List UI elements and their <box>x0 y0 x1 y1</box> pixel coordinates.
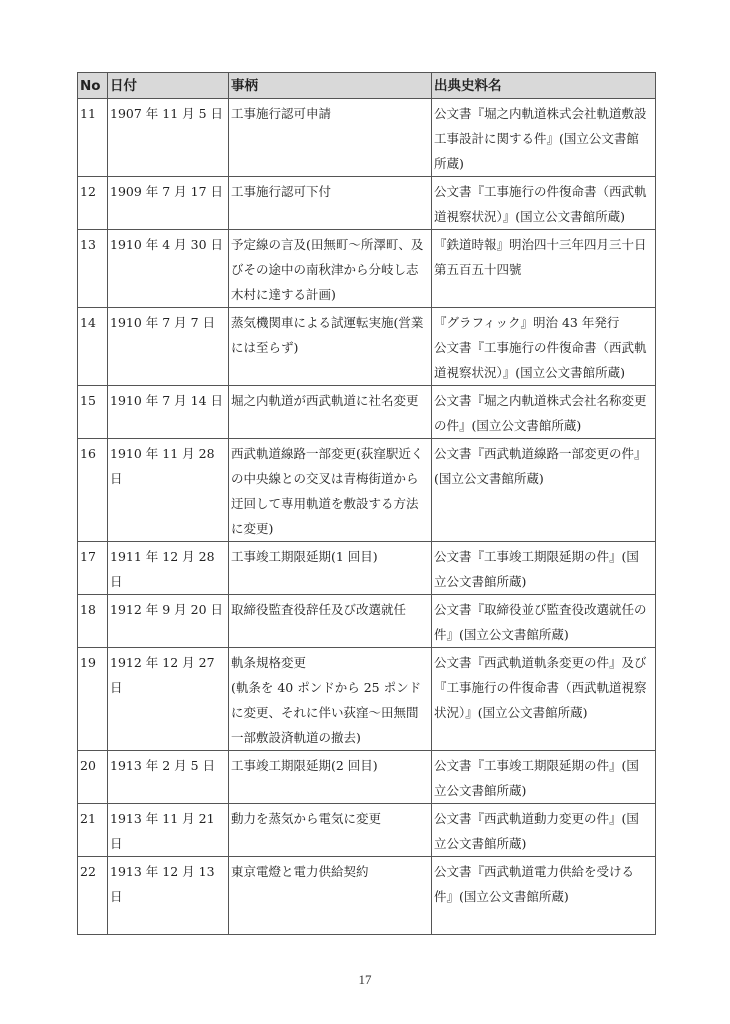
event-line: 西武軌道線路一部変更(荻窪駅近く <box>231 446 424 461</box>
cell-source <box>432 99 656 177</box>
cell-event <box>229 386 432 439</box>
cell-no: 16 <box>78 439 108 542</box>
cell-date: 1911 年 12 月 28 日 <box>108 542 229 595</box>
source-line: 『グラフィック』明治 43 年発行 <box>434 315 620 330</box>
table-header-row <box>78 73 656 99</box>
event-line: 蒸気機関車による試運転実施(営業 <box>231 315 424 330</box>
source-line: 件』(国立公文書館所蔵) <box>434 889 569 904</box>
cell-no: 15 <box>78 386 108 439</box>
event-line: 東京電燈と電力供給契約 <box>231 864 369 879</box>
cell-source <box>432 857 656 935</box>
event-line: 迂回して専用軌道を敷設する方法 <box>231 496 419 511</box>
cell-event <box>229 439 432 542</box>
cell-source <box>432 751 656 804</box>
cell-no: 19 <box>78 648 108 751</box>
header-source: 出典史料名 <box>432 73 656 99</box>
table-row <box>78 230 656 308</box>
source-line <box>434 909 653 934</box>
cell-event <box>229 230 432 308</box>
cell-no: 20 <box>78 751 108 804</box>
cell-event <box>229 308 432 386</box>
cell-no: 22 <box>78 857 108 935</box>
event-line: に変更、それに伴い荻窪～田無間 <box>231 705 419 720</box>
cell-no: 17 <box>78 542 108 595</box>
source-line: の件』(国立公文書館所蔵) <box>434 418 582 433</box>
source-line: 件』(国立公文書館所蔵) <box>434 627 569 642</box>
source-line: 状況）』(国立公文書館所蔵) <box>434 705 588 720</box>
cell-date: 1907 年 11 月 5 日 <box>108 99 229 177</box>
cell-event <box>229 804 432 857</box>
event-line: に変更) <box>231 521 274 536</box>
table-row <box>78 648 656 751</box>
header-no: No <box>78 73 108 99</box>
cell-no: 11 <box>78 99 108 177</box>
event-line: 軌条規格変更 <box>231 655 307 670</box>
cell-source <box>432 804 656 857</box>
event-line: 木村に達する計画) <box>231 287 336 302</box>
cell-no: 14 <box>78 308 108 386</box>
source-line: 『鉄道時報』明治四十三年四月三十日 <box>434 237 647 252</box>
cell-date: 1910 年 7 月 7 日 <box>108 308 229 386</box>
cell-date: 1910 年 4 月 30 日 <box>108 230 229 308</box>
source-line: 立公文書館所蔵) <box>434 574 527 589</box>
source-line: 公文書『西武軌道線路一部変更の件』 <box>434 446 647 461</box>
source-line: 公文書『工事施行の件復命書（西武軌 <box>434 340 647 355</box>
event-line: 工事施行認可申請 <box>231 106 332 121</box>
event-line: 取締役監査役辞任及び改選就任 <box>231 602 407 617</box>
source-line: 公文書『工事竣工期限延期の件』(国 <box>434 549 639 564</box>
table-row <box>78 386 656 439</box>
table-row <box>78 177 656 230</box>
source-line: 公文書『西武軌道動力変更の件』(国 <box>434 811 639 826</box>
cell-event <box>229 542 432 595</box>
source-line: 道視察状況）』(国立公文書館所蔵) <box>434 209 626 224</box>
header-date: 日付 <box>108 73 229 99</box>
table-row <box>78 857 656 935</box>
source-line: (国立公文書館所蔵) <box>434 471 544 486</box>
source-line: 公文書『工事施行の件復命書（西武軌 <box>434 184 647 199</box>
cell-event <box>229 595 432 648</box>
cell-source <box>432 439 656 542</box>
cell-event <box>229 857 432 935</box>
header-event: 事柄 <box>229 73 432 99</box>
source-line: 道視察状況）』(国立公文書館所蔵) <box>434 365 626 380</box>
cell-date: 1913 年 12 月 13 日 <box>108 857 229 935</box>
table-row <box>78 595 656 648</box>
cell-event <box>229 177 432 230</box>
cell-source <box>432 542 656 595</box>
source-line: 第五百五十四號 <box>434 262 522 277</box>
cell-date: 1913 年 11 月 21 日 <box>108 804 229 857</box>
cell-date: 1912 年 9 月 20 日 <box>108 595 229 648</box>
event-line: 一部敷設済軌道の撤去) <box>231 730 361 745</box>
event-line: 予定線の言及(田無町～所澤町、及 <box>231 237 424 252</box>
cell-source <box>432 230 656 308</box>
cell-source <box>432 386 656 439</box>
source-line: 公文書『西武軌道電力供給を受ける <box>434 864 635 879</box>
cell-date: 1910 年 11 月 28 日 <box>108 439 229 542</box>
cell-no: 12 <box>78 177 108 230</box>
source-line: 公文書『取締役並び監査役改選就任の <box>434 602 647 617</box>
source-line: 公文書『工事竣工期限延期の件』(国 <box>434 758 639 773</box>
table-row <box>78 542 656 595</box>
cell-date: 1909 年 7 月 17 日 <box>108 177 229 230</box>
table-row <box>78 439 656 542</box>
event-line: 動力を蒸気から電気に変更 <box>231 811 382 826</box>
cell-date: 1910 年 7 月 14 日 <box>108 386 229 439</box>
page-number: 17 <box>358 972 372 987</box>
source-line: 公文書『堀之内軌道株式会社軌道敷設 <box>434 106 647 121</box>
cell-event <box>229 99 432 177</box>
table-row <box>78 751 656 804</box>
cell-no: 18 <box>78 595 108 648</box>
source-line: 公文書『西武軌道軌条変更の件』及び <box>434 655 647 670</box>
event-line: びその途中の南秋津から分岐し志 <box>231 262 419 277</box>
cell-event <box>229 751 432 804</box>
source-line: 立公文書館所蔵) <box>434 836 527 851</box>
source-line: 公文書『堀之内軌道株式会社名称変更 <box>434 393 647 408</box>
table-row <box>78 99 656 177</box>
event-line: 工事施行認可下付 <box>231 184 332 199</box>
cell-source <box>432 648 656 751</box>
event-line: (軌条を 40 ポンドから 25 ポンド <box>231 680 422 695</box>
cell-no: 13 <box>78 230 108 308</box>
source-line: 『工事施行の件復命書（西武軌道視察 <box>434 680 647 695</box>
chronology-table <box>77 72 656 935</box>
cell-source <box>432 177 656 230</box>
table-row <box>78 804 656 857</box>
event-line: 工事竣工期限延期(1 回目) <box>231 549 378 564</box>
table-row <box>78 308 656 386</box>
cell-source <box>432 595 656 648</box>
source-line: 立公文書館所蔵) <box>434 783 527 798</box>
cell-event <box>229 648 432 751</box>
cell-no: 21 <box>78 804 108 857</box>
event-line: 堀之内軌道が西武軌道に社名変更 <box>231 393 419 408</box>
table-body <box>78 99 656 935</box>
source-line: 工事設計に関する件』(国立公文書館 <box>434 131 639 146</box>
cell-date: 1912 年 12 月 27 日 <box>108 648 229 751</box>
event-line: 工事竣工期限延期(2 回目) <box>231 758 378 773</box>
event-line: には至らず) <box>231 340 299 355</box>
source-line: 所蔵) <box>434 156 464 171</box>
cell-date: 1913 年 2 月 5 日 <box>108 751 229 804</box>
cell-source <box>432 308 656 386</box>
event-line: の中央線との交叉は青梅街道から <box>231 471 419 486</box>
